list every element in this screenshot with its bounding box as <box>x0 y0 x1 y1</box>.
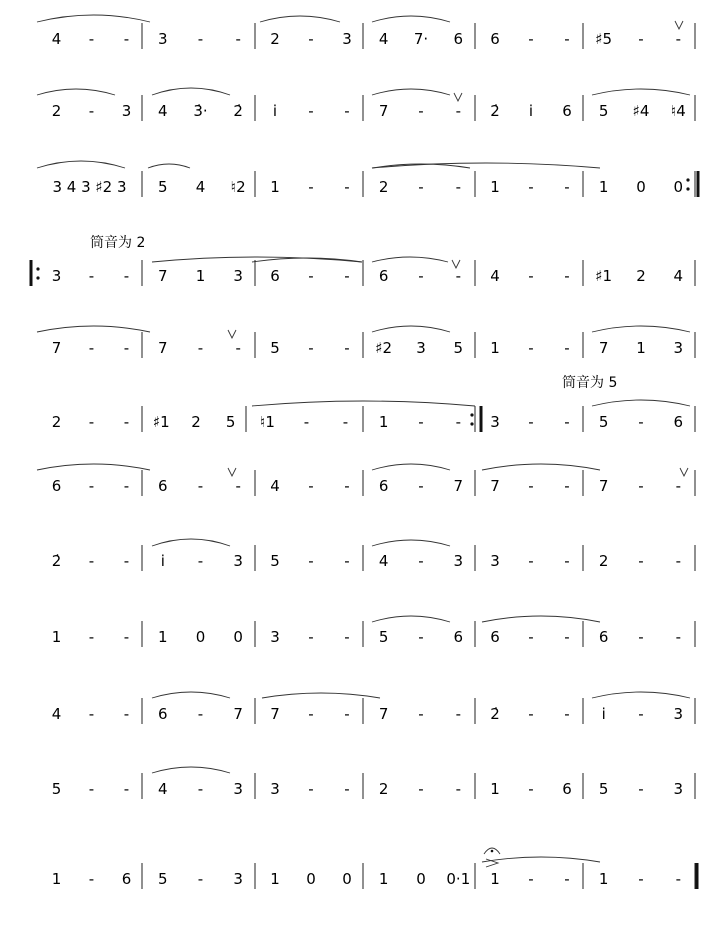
note: - <box>235 339 241 357</box>
note: - <box>88 413 95 431</box>
slur <box>372 163 600 168</box>
note: - <box>344 628 350 646</box>
breath-mark <box>454 93 462 101</box>
note: 7 <box>233 705 243 723</box>
note: 0·1 <box>446 870 471 888</box>
note: 6 <box>562 780 572 798</box>
slur <box>372 326 450 332</box>
note: 3 <box>51 267 62 285</box>
note: 3̇· <box>193 102 208 120</box>
slur <box>252 258 362 262</box>
note: - <box>88 267 95 285</box>
tuning-label-1: 筒音为 2 <box>90 235 146 251</box>
note: 7 <box>598 339 609 357</box>
slur <box>372 16 450 22</box>
note: - <box>528 178 534 196</box>
note: - <box>308 102 314 120</box>
note: 3 <box>673 780 684 798</box>
note: ♮2 <box>230 178 246 196</box>
slur <box>37 464 150 470</box>
note: 4 <box>673 267 684 285</box>
note: - <box>88 102 95 120</box>
note: 5 <box>598 413 609 431</box>
repeat-dot <box>36 267 39 270</box>
note: - <box>675 552 682 570</box>
tuning-label-2: 筒音为 5 <box>562 375 618 391</box>
note: ♯5 <box>595 30 613 48</box>
note: 3 <box>121 102 132 120</box>
note: 1 <box>490 780 500 798</box>
slur <box>37 161 125 168</box>
note: 4 <box>158 780 168 798</box>
note: 3 <box>233 267 243 285</box>
note: - <box>528 780 534 798</box>
note: 1 <box>490 339 500 357</box>
slur <box>372 257 448 262</box>
note: 0 <box>306 870 316 888</box>
note: - <box>88 870 95 888</box>
note: - <box>197 477 204 495</box>
note: i <box>272 102 278 120</box>
note: - <box>197 705 204 723</box>
note: - <box>638 552 644 570</box>
note: 5 <box>51 780 62 798</box>
note: - <box>344 477 350 495</box>
note: 7 <box>51 339 62 357</box>
note: 4 <box>158 102 168 120</box>
marks-layer <box>36 21 689 867</box>
note: 2 <box>270 30 280 48</box>
note: ♯1 <box>595 267 613 285</box>
slur <box>372 616 450 622</box>
slur <box>252 401 475 406</box>
repeat-dot <box>686 187 689 190</box>
note: 0 <box>233 628 243 646</box>
note: - <box>455 102 462 120</box>
note: 6 <box>121 870 132 888</box>
note: 2 <box>636 267 646 285</box>
note: ♯4 <box>632 102 650 120</box>
note: - <box>528 477 534 495</box>
note: 7 <box>378 102 389 120</box>
repeat-dot <box>686 178 689 181</box>
note: - <box>564 552 570 570</box>
breath-mark <box>228 468 236 476</box>
note: - <box>88 628 95 646</box>
note: - <box>123 339 130 357</box>
note: - <box>344 552 350 570</box>
note: - <box>564 477 570 495</box>
note: 3 <box>453 552 464 570</box>
note: ♯1 <box>152 413 170 431</box>
breath-mark <box>680 468 688 476</box>
note: ♮1 <box>260 413 275 431</box>
note: - <box>638 870 644 888</box>
slur <box>37 326 150 332</box>
note: 6 <box>598 628 609 646</box>
note: 5 <box>598 102 609 120</box>
note: - <box>638 30 644 48</box>
note: - <box>638 780 644 798</box>
note: - <box>123 477 130 495</box>
slur <box>372 540 450 546</box>
note: 6 <box>453 628 464 646</box>
note: 5 <box>270 339 280 357</box>
breath-mark <box>675 21 683 29</box>
note: - <box>528 628 534 646</box>
note: 5 <box>225 413 236 431</box>
slur <box>152 767 230 773</box>
note: - <box>342 413 349 431</box>
note: - <box>308 705 314 723</box>
slur <box>152 539 230 546</box>
note: - <box>197 339 204 357</box>
note: - <box>344 102 350 120</box>
note: 2̇ <box>490 705 500 723</box>
note: - <box>235 30 241 48</box>
note: 1 <box>598 178 609 196</box>
note: 1 <box>51 870 62 888</box>
breath-mark <box>228 330 236 338</box>
note: 2 <box>191 413 201 431</box>
note: 3 <box>490 413 500 431</box>
note: - <box>123 780 130 798</box>
note: 7 <box>158 267 168 285</box>
note: - <box>638 413 644 431</box>
note: 1 <box>636 339 646 357</box>
note: - <box>455 413 462 431</box>
note: - <box>344 178 350 196</box>
slur <box>152 88 230 95</box>
note: - <box>197 780 204 798</box>
slur <box>482 464 600 470</box>
note: 2 <box>51 102 62 120</box>
note: 6 <box>158 477 168 495</box>
note: 3 <box>673 705 684 723</box>
note: 4 <box>490 267 500 285</box>
note: - <box>88 30 95 48</box>
note: 1 <box>378 870 389 888</box>
note: - <box>197 870 204 888</box>
repeat-dot <box>470 413 473 416</box>
note: - <box>638 628 644 646</box>
note: - <box>564 30 570 48</box>
note: - <box>123 413 130 431</box>
note: 6 <box>673 413 684 431</box>
note: 6 <box>51 477 62 495</box>
note: - <box>418 628 424 646</box>
slur-layer <box>37 15 690 862</box>
note: 1 <box>51 628 62 646</box>
note: - <box>564 870 570 888</box>
note: 3 <box>490 552 500 570</box>
note: i <box>160 552 165 570</box>
note: - <box>308 780 314 798</box>
note: 1 <box>598 870 609 888</box>
note: - <box>638 705 644 723</box>
note: 1 <box>378 413 389 431</box>
note: - <box>418 780 424 798</box>
note: - <box>528 705 534 723</box>
slur <box>592 400 690 406</box>
note: 2 <box>598 552 609 570</box>
note: - <box>418 552 424 570</box>
note: - <box>197 30 204 48</box>
note: 1 <box>195 267 206 285</box>
repeat-dot <box>36 276 39 279</box>
note: - <box>235 477 241 495</box>
note: 0 <box>342 870 352 888</box>
slur <box>372 464 450 470</box>
note: - <box>675 628 682 646</box>
note: - <box>308 477 314 495</box>
note: 1 <box>490 870 500 888</box>
note: - <box>123 30 130 48</box>
note: - <box>638 477 644 495</box>
slur <box>592 326 690 332</box>
note: - <box>344 705 350 723</box>
note: - <box>418 477 424 495</box>
note: - <box>303 413 310 431</box>
note: 5 <box>158 178 168 196</box>
note: - <box>308 267 314 285</box>
note: - <box>418 267 424 285</box>
note: 0 <box>673 178 684 196</box>
note: 2 <box>378 178 389 196</box>
slur <box>37 89 115 95</box>
note: 7 <box>598 477 609 495</box>
note: 3 <box>233 870 243 888</box>
note: 0 <box>636 178 646 196</box>
slur <box>592 89 690 95</box>
fermata-dot <box>491 850 494 853</box>
note: 6 <box>270 267 280 285</box>
note: 4 <box>195 178 206 196</box>
note: - <box>564 628 570 646</box>
note: - <box>455 267 462 285</box>
note: - <box>675 477 682 495</box>
note: - <box>418 102 424 120</box>
note: 5 <box>378 628 389 646</box>
note: - <box>564 178 570 196</box>
note: - <box>455 705 462 723</box>
note: 6 <box>562 102 572 120</box>
note: - <box>88 477 95 495</box>
note: 2̇ <box>233 102 243 120</box>
note: - <box>123 628 130 646</box>
note: 7· <box>413 30 429 48</box>
note: - <box>564 339 570 357</box>
note: 1 <box>270 178 280 196</box>
repeat-dot <box>470 422 473 425</box>
slur <box>482 616 600 622</box>
note: 6 <box>378 267 389 285</box>
note: - <box>528 267 534 285</box>
note: - <box>455 178 462 196</box>
note: 4 <box>378 552 389 570</box>
note: - <box>528 30 534 48</box>
note: 7 <box>490 477 500 495</box>
slur <box>372 89 450 95</box>
note: 2 <box>378 780 389 798</box>
note: - <box>528 870 534 888</box>
note: 5 <box>598 780 609 798</box>
note: - <box>123 267 130 285</box>
notes-layer <box>52 30 686 888</box>
note: 3 <box>416 339 426 357</box>
note: - <box>308 30 314 48</box>
note: - <box>308 628 314 646</box>
note: 5 <box>453 339 464 357</box>
note-group: 3 4 3 ♯2 3 <box>52 178 127 196</box>
note: - <box>528 413 534 431</box>
note: 3 <box>233 780 243 798</box>
note: ♮4 <box>670 102 686 120</box>
note: 1 <box>490 178 500 196</box>
note: 0 <box>195 628 206 646</box>
note: - <box>88 705 95 723</box>
note: - <box>675 870 682 888</box>
note: 5 <box>158 870 168 888</box>
note: 2 <box>51 413 62 431</box>
slur <box>260 16 340 22</box>
note: 0 <box>416 870 426 888</box>
note: - <box>344 780 350 798</box>
note: - <box>528 339 534 357</box>
note: 3 <box>673 339 684 357</box>
note: - <box>418 178 424 196</box>
note: 4 <box>51 705 62 723</box>
note: - <box>344 339 350 357</box>
note: ♯2 <box>375 339 393 357</box>
slur <box>152 692 230 698</box>
note: - <box>455 780 462 798</box>
note: 7 <box>270 705 280 723</box>
note: 7 <box>453 477 464 495</box>
note: 1 <box>270 870 280 888</box>
note: 6 <box>453 30 464 48</box>
note: 2̇ <box>490 102 500 120</box>
note: i <box>528 102 534 120</box>
note: 2̇ <box>51 552 62 570</box>
note: - <box>88 339 95 357</box>
note: - <box>197 552 204 570</box>
note: - <box>88 780 95 798</box>
note: 7 <box>378 705 389 723</box>
note: 6 <box>490 30 500 48</box>
note: - <box>418 413 424 431</box>
note: 6 <box>378 477 389 495</box>
slur <box>262 693 380 698</box>
note: - <box>308 339 314 357</box>
note: - <box>418 705 424 723</box>
slur <box>482 857 600 862</box>
note: 5 <box>270 552 280 570</box>
note: - <box>308 552 314 570</box>
note: 4 <box>51 30 62 48</box>
slur <box>37 15 150 22</box>
note: 3 <box>158 30 168 48</box>
note: 7 <box>158 339 168 357</box>
note: 3 <box>233 552 243 570</box>
note: 3 <box>342 30 352 48</box>
note: - <box>564 413 570 431</box>
note: 4 <box>270 477 280 495</box>
slur <box>148 164 190 168</box>
barlines-layer <box>31 23 698 889</box>
note: 6 <box>158 705 168 723</box>
note: - <box>123 552 130 570</box>
note: 1 <box>158 628 168 646</box>
note: 3 <box>270 628 280 646</box>
note: i <box>601 705 606 723</box>
note: - <box>564 267 570 285</box>
note: - <box>123 705 130 723</box>
note: 6 <box>490 628 500 646</box>
note: 3 <box>270 780 280 798</box>
note: - <box>564 705 570 723</box>
note: - <box>88 552 95 570</box>
note: 4 <box>378 30 389 48</box>
slur <box>592 692 690 698</box>
note: - <box>528 552 534 570</box>
note: - <box>308 178 314 196</box>
note: - <box>675 30 682 48</box>
note: - <box>344 267 350 285</box>
